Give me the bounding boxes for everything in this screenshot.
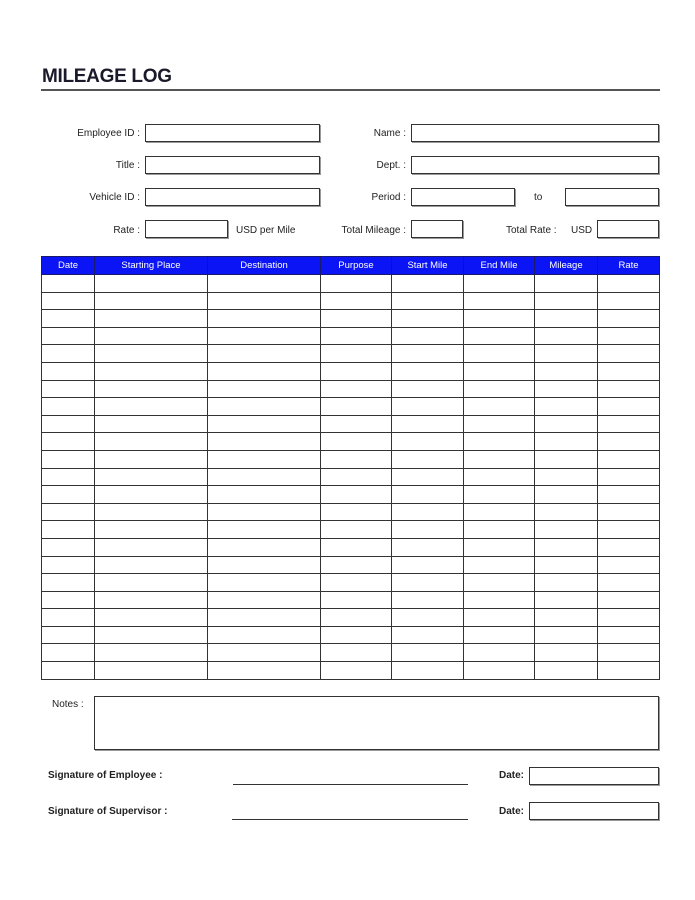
cell-date[interactable] (42, 521, 95, 539)
cell-purpose[interactable] (321, 415, 392, 433)
cell-rate[interactable] (598, 380, 660, 398)
supervisor-signature-label: Signature of Supervisor : (48, 806, 168, 817)
table-row (42, 574, 660, 592)
cell-rate[interactable] (598, 433, 660, 451)
cell-destination[interactable] (208, 310, 321, 328)
column-header-rate: Rate (598, 257, 660, 275)
employee-signature-label: Signature of Employee : (48, 770, 163, 781)
cell-destination[interactable] (208, 626, 321, 644)
cell-starting-place[interactable] (95, 609, 208, 627)
cell-starting-place[interactable] (95, 503, 208, 521)
cell-end-mile[interactable] (464, 362, 535, 380)
cell-destination[interactable] (208, 662, 321, 680)
cell-end-mile[interactable] (464, 468, 535, 486)
cell-mileage[interactable] (535, 275, 598, 293)
cell-destination[interactable] (208, 521, 321, 539)
cell-rate[interactable] (598, 292, 660, 310)
cell-purpose[interactable] (321, 556, 392, 574)
cell-destination[interactable] (208, 556, 321, 574)
cell-starting-place[interactable] (95, 433, 208, 451)
cell-date[interactable] (42, 644, 95, 662)
table-row (42, 415, 660, 433)
table-row (42, 609, 660, 627)
employee-signature-line[interactable] (233, 784, 468, 785)
cell-date[interactable] (42, 398, 95, 416)
cell-destination[interactable] (208, 538, 321, 556)
cell-start-mile[interactable] (392, 415, 464, 433)
cell-date[interactable] (42, 591, 95, 609)
cell-end-mile[interactable] (464, 662, 535, 680)
cell-end-mile[interactable] (464, 327, 535, 345)
cell-mileage[interactable] (535, 556, 598, 574)
cell-rate[interactable] (598, 275, 660, 293)
cell-starting-place[interactable] (95, 591, 208, 609)
cell-start-mile[interactable] (392, 310, 464, 328)
table-row (42, 398, 660, 416)
total-rate-currency: USD (571, 225, 593, 236)
cell-end-mile[interactable] (464, 574, 535, 592)
cell-rate[interactable] (598, 626, 660, 644)
cell-rate[interactable] (598, 415, 660, 433)
supervisor-date-field[interactable] (529, 802, 659, 820)
cell-destination[interactable] (208, 362, 321, 380)
cell-mileage[interactable] (535, 521, 598, 539)
dept-field[interactable] (411, 156, 659, 174)
cell-destination[interactable] (208, 591, 321, 609)
total-mileage-field[interactable] (411, 220, 463, 238)
cell-purpose[interactable] (321, 521, 392, 539)
cell-rate[interactable] (598, 503, 660, 521)
cell-rate[interactable] (598, 327, 660, 345)
cell-mileage[interactable] (535, 450, 598, 468)
cell-mileage[interactable] (535, 503, 598, 521)
dept-label: Dept. : (376, 160, 406, 171)
cell-end-mile[interactable] (464, 450, 535, 468)
cell-start-mile[interactable] (392, 433, 464, 451)
cell-end-mile[interactable] (464, 609, 535, 627)
cell-purpose[interactable] (321, 538, 392, 556)
cell-start-mile[interactable] (392, 486, 464, 504)
table-row (42, 591, 660, 609)
cell-purpose[interactable] (321, 486, 392, 504)
cell-destination[interactable] (208, 574, 321, 592)
cell-purpose[interactable] (321, 450, 392, 468)
cell-purpose[interactable] (321, 345, 392, 363)
cell-starting-place[interactable] (95, 644, 208, 662)
table-row (42, 486, 660, 504)
cell-destination[interactable] (208, 468, 321, 486)
cell-date[interactable] (42, 433, 95, 451)
employee-date-label: Date: (499, 770, 525, 781)
cell-mileage[interactable] (535, 433, 598, 451)
cell-destination[interactable] (208, 398, 321, 416)
cell-rate[interactable] (598, 591, 660, 609)
table-row (42, 362, 660, 380)
column-header-starting-place: Starting Place (95, 257, 208, 275)
cell-date[interactable] (42, 362, 95, 380)
cell-destination[interactable] (208, 380, 321, 398)
cell-starting-place[interactable] (95, 556, 208, 574)
cell-starting-place[interactable] (95, 327, 208, 345)
cell-date[interactable] (42, 574, 95, 592)
vehicle-id-label: Vehicle ID : (89, 192, 140, 203)
cell-mileage[interactable] (535, 486, 598, 504)
cell-rate[interactable] (598, 538, 660, 556)
notes-label: Notes : (52, 699, 84, 710)
cell-mileage[interactable] (535, 644, 598, 662)
name-field[interactable] (411, 124, 659, 142)
cell-destination[interactable] (208, 415, 321, 433)
table-row (42, 292, 660, 310)
cell-purpose[interactable] (321, 591, 392, 609)
table-row (42, 450, 660, 468)
cell-starting-place[interactable] (95, 574, 208, 592)
cell-start-mile[interactable] (392, 538, 464, 556)
table-row (42, 556, 660, 574)
table-row (42, 626, 660, 644)
cell-mileage[interactable] (535, 415, 598, 433)
cell-destination[interactable] (208, 292, 321, 310)
total-mileage-label: Total Mileage : (341, 225, 406, 236)
cell-starting-place[interactable] (95, 468, 208, 486)
cell-mileage[interactable] (535, 327, 598, 345)
cell-mileage[interactable] (535, 292, 598, 310)
cell-mileage[interactable] (535, 380, 598, 398)
cell-start-mile[interactable] (392, 450, 464, 468)
cell-end-mile[interactable] (464, 591, 535, 609)
cell-end-mile[interactable] (464, 345, 535, 363)
table-row (42, 521, 660, 539)
cell-purpose[interactable] (321, 362, 392, 380)
period-label: Period : (371, 192, 406, 203)
cell-starting-place[interactable] (95, 345, 208, 363)
cell-rate[interactable] (598, 310, 660, 328)
cell-date[interactable] (42, 450, 95, 468)
cell-rate[interactable] (598, 345, 660, 363)
cell-end-mile[interactable] (464, 644, 535, 662)
cell-start-mile[interactable] (392, 503, 464, 521)
cell-date[interactable] (42, 275, 95, 293)
period-to-field[interactable] (565, 188, 659, 206)
cell-destination[interactable] (208, 609, 321, 627)
table-row (42, 644, 660, 662)
cell-destination[interactable] (208, 327, 321, 345)
column-header-mileage: Mileage (535, 257, 598, 275)
table-row (42, 327, 660, 345)
cell-date[interactable] (42, 345, 95, 363)
cell-purpose[interactable] (321, 609, 392, 627)
cell-rate[interactable] (598, 398, 660, 416)
cell-purpose[interactable] (321, 662, 392, 680)
table-row (42, 662, 660, 680)
cell-mileage[interactable] (535, 591, 598, 609)
cell-start-mile[interactable] (392, 556, 464, 574)
cell-rate[interactable] (598, 521, 660, 539)
cell-starting-place[interactable] (95, 415, 208, 433)
cell-date[interactable] (42, 626, 95, 644)
table-header-row (42, 257, 660, 275)
table-row (42, 468, 660, 486)
cell-destination[interactable] (208, 644, 321, 662)
cell-start-mile[interactable] (392, 591, 464, 609)
cell-starting-place[interactable] (95, 486, 208, 504)
cell-end-mile[interactable] (464, 310, 535, 328)
cell-mileage[interactable] (535, 626, 598, 644)
cell-start-mile[interactable] (392, 362, 464, 380)
column-header-destination: Destination (208, 257, 321, 275)
cell-purpose[interactable] (321, 310, 392, 328)
supervisor-signature-line[interactable] (232, 819, 468, 820)
cell-starting-place[interactable] (95, 310, 208, 328)
cell-start-mile[interactable] (392, 662, 464, 680)
cell-destination[interactable] (208, 345, 321, 363)
employee-id-label: Employee ID : (77, 128, 140, 139)
cell-starting-place[interactable] (95, 398, 208, 416)
cell-starting-place[interactable] (95, 538, 208, 556)
column-header-date: Date (42, 257, 95, 275)
cell-date[interactable] (42, 609, 95, 627)
cell-end-mile[interactable] (464, 626, 535, 644)
cell-start-mile[interactable] (392, 380, 464, 398)
cell-start-mile[interactable] (392, 327, 464, 345)
cell-purpose[interactable] (321, 626, 392, 644)
rate-field[interactable] (145, 220, 228, 238)
cell-rate[interactable] (598, 574, 660, 592)
cell-date[interactable] (42, 468, 95, 486)
cell-purpose[interactable] (321, 275, 392, 293)
cell-mileage[interactable] (535, 662, 598, 680)
cell-rate[interactable] (598, 556, 660, 574)
cell-destination[interactable] (208, 450, 321, 468)
cell-starting-place[interactable] (95, 626, 208, 644)
cell-rate[interactable] (598, 644, 660, 662)
cell-mileage[interactable] (535, 310, 598, 328)
cell-starting-place[interactable] (95, 662, 208, 680)
cell-rate[interactable] (598, 362, 660, 380)
cell-purpose[interactable] (321, 644, 392, 662)
cell-date[interactable] (42, 292, 95, 310)
cell-end-mile[interactable] (464, 486, 535, 504)
cell-purpose[interactable] (321, 468, 392, 486)
column-header-purpose: Purpose (321, 257, 392, 275)
mileage-table (41, 256, 660, 680)
cell-start-mile[interactable] (392, 468, 464, 486)
cell-date[interactable] (42, 486, 95, 504)
cell-mileage[interactable] (535, 345, 598, 363)
cell-end-mile[interactable] (464, 433, 535, 451)
cell-date[interactable] (42, 538, 95, 556)
cell-starting-place[interactable] (95, 521, 208, 539)
period-to-label: to (534, 192, 543, 203)
cell-purpose[interactable] (321, 292, 392, 310)
cell-start-mile[interactable] (392, 609, 464, 627)
cell-start-mile[interactable] (392, 626, 464, 644)
title-divider (41, 89, 660, 91)
employee-id-field[interactable] (145, 124, 320, 142)
cell-rate[interactable] (598, 609, 660, 627)
cell-starting-place[interactable] (95, 362, 208, 380)
cell-start-mile[interactable] (392, 398, 464, 416)
cell-purpose[interactable] (321, 433, 392, 451)
cell-rate[interactable] (598, 468, 660, 486)
cell-mileage[interactable] (535, 398, 598, 416)
cell-purpose[interactable] (321, 380, 392, 398)
cell-start-mile[interactable] (392, 521, 464, 539)
cell-mileage[interactable] (535, 609, 598, 627)
cell-start-mile[interactable] (392, 275, 464, 293)
cell-mileage[interactable] (535, 538, 598, 556)
table-row (42, 433, 660, 451)
cell-destination[interactable] (208, 503, 321, 521)
page-title: MILEAGE LOG (42, 66, 172, 87)
cell-rate[interactable] (598, 662, 660, 680)
cell-start-mile[interactable] (392, 292, 464, 310)
cell-start-mile[interactable] (392, 574, 464, 592)
cell-end-mile[interactable] (464, 380, 535, 398)
rate-label: Rate : (113, 225, 140, 236)
cell-destination[interactable] (208, 486, 321, 504)
cell-mileage[interactable] (535, 362, 598, 380)
cell-end-mile[interactable] (464, 415, 535, 433)
cell-starting-place[interactable] (95, 292, 208, 310)
table-row (42, 310, 660, 328)
cell-date[interactable] (42, 556, 95, 574)
rate-unit-label: USD per Mile (236, 225, 296, 236)
table-row (42, 275, 660, 293)
cell-end-mile[interactable] (464, 292, 535, 310)
cell-purpose[interactable] (321, 327, 392, 345)
cell-end-mile[interactable] (464, 275, 535, 293)
cell-start-mile[interactable] (392, 345, 464, 363)
title-label: Title : (115, 160, 140, 171)
name-label: Name : (373, 128, 406, 139)
cell-start-mile[interactable] (392, 644, 464, 662)
cell-end-mile[interactable] (464, 556, 535, 574)
employee-date-field[interactable] (529, 767, 659, 785)
cell-starting-place[interactable] (95, 380, 208, 398)
notes-field[interactable] (94, 696, 659, 750)
vehicle-id-field[interactable] (145, 188, 320, 206)
cell-mileage[interactable] (535, 468, 598, 486)
cell-date[interactable] (42, 415, 95, 433)
table-row (42, 380, 660, 398)
cell-rate[interactable] (598, 486, 660, 504)
cell-purpose[interactable] (321, 398, 392, 416)
table-row (42, 503, 660, 521)
title-field[interactable] (145, 156, 320, 174)
cell-end-mile[interactable] (464, 521, 535, 539)
cell-end-mile[interactable] (464, 503, 535, 521)
table-row (42, 538, 660, 556)
cell-date[interactable] (42, 380, 95, 398)
table-row (42, 345, 660, 363)
cell-starting-place[interactable] (95, 450, 208, 468)
cell-mileage[interactable] (535, 574, 598, 592)
period-from-field[interactable] (411, 188, 515, 206)
cell-starting-place[interactable] (95, 275, 208, 293)
supervisor-date-label: Date: (499, 806, 525, 817)
cell-date[interactable] (42, 327, 95, 345)
cell-destination[interactable] (208, 275, 321, 293)
cell-end-mile[interactable] (464, 538, 535, 556)
cell-end-mile[interactable] (464, 398, 535, 416)
total-rate-field[interactable] (597, 220, 659, 238)
cell-date[interactable] (42, 503, 95, 521)
cell-date[interactable] (42, 310, 95, 328)
total-rate-label: Total Rate : (506, 225, 557, 236)
column-header-start-mile: Start Mile (392, 257, 464, 275)
cell-rate[interactable] (598, 450, 660, 468)
cell-date[interactable] (42, 662, 95, 680)
cell-destination[interactable] (208, 433, 321, 451)
cell-purpose[interactable] (321, 503, 392, 521)
cell-purpose[interactable] (321, 574, 392, 592)
column-header-end-mile: End Mile (464, 257, 535, 275)
